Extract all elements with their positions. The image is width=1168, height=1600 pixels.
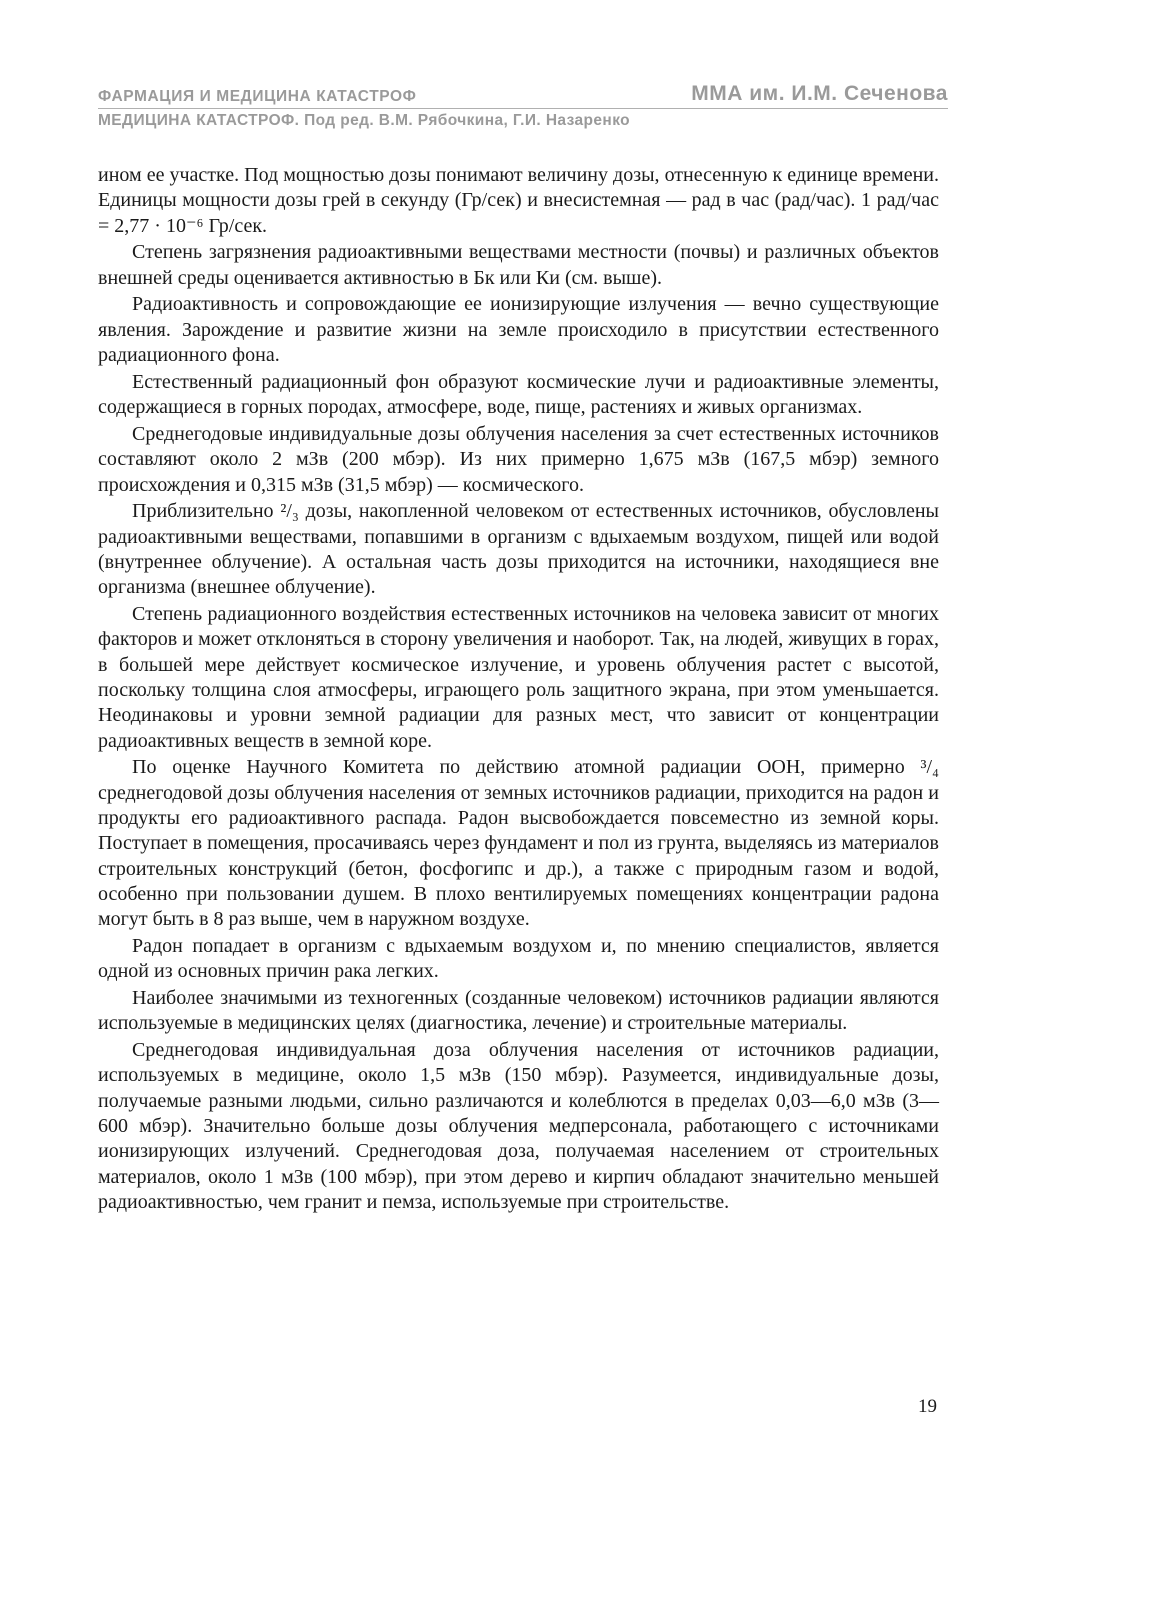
paragraph-10: Наиболее значимыми из техногенных (созданные человеком) источников радиации являются используемые в медицинских целях (диагностика, лечение) и строительные материалы. [98,987,939,1035]
page-number: 19 [918,1396,937,1417]
paragraph-1: ином ее участке. Под мощностью дозы понимают величину дозы, отнесенную к единице времени. Единицы мощности дозы грей в секунду (Гр/сек) и внесистемная — рад в час (рад/час). 1 рад/час = 2,77 · 10⁻⁶ Гр/сек. [98,164,939,237]
paragraph-9: Радон попадает в организм с вдыхаемым воздухом и, по мнению специалистов, является одной из основных причин рака легких. [98,934,939,983]
paragraph-7: Степень радиационного воздействия естественных источников на человека зависит от многих факторов и может отклоняться в сторону увеличения и наоборот. Так, на людей, живущих в горах, в большей мере действует космическое излучение, и уровень облучения растет с высотой, поскольку толщина слоя атмосферы, играющего роль защитного экрана, при этом уменьшается. Неодинаковы и уровни земной радиации для разных мест, что зависит от концентрации радиоактивных веществ в земной коре. [98,603,939,752]
institution-name: ММА им. И.М. Сеченова [691,82,948,105]
paragraph-2: Степень загрязнения радиоактивными веществами местности (почвы) и различных объектов внешней среды оценивается активностью в Бк или Ки (см. выше). [98,241,939,289]
paragraph-3: Радиоактивность и сопровождающие ее ионизирующие излучения — вечно существующие явления. Зарождение и развитие жизни на земле происходило в присутствии естественного радиационного фона. [98,293,939,367]
book-title: МЕДИЦИНА КАТАСТРОФ. Под ред. В.М. Рябочкина, Г.И. Назаренко [98,112,631,129]
paragraph-11: Среднегодовая индивидуальная доза облучения населения от источников радиации, используемых в медицине, около 1,5 мЗв (150 мбэр). Разумеется, индивидуальные дозы, получаемые разными людьми, сильно различаются и колеблются в пределах 0,03—6,0 мЗв (3—600 мбэр). Значительно больше дозы облучения медперсонала, работающего с источниками ионизирующих излучений. Среднегодовая доза, получаемая населением от строительных материалов, около 1 мЗв (100 мбэр), при этом дерево и кирпич обладают значительно меньшей радиоактивностью, чем гранит и пемза, используемые при строительстве. [98,1039,939,1213]
paragraph-4: Естественный радиационный фон образуют космические лучи и радиоактивные элементы, содержащиеся в горных породах, атмосфере, воде, пище, растениях и живых организмах. [98,370,939,419]
header-top-row [98,82,948,109]
paragraph-5: Среднегодовые индивидуальные дозы облучения населения за счет естественных источников составляют около 2 мЗв (200 мбэр). Из них примерно 1,675 мЗв (167,5 мбэр) земного происхождения и 0,315 мЗв (31,5 мбэр) — космического. [98,422,939,496]
paragraph-8: По оценке Научного Комитета по действию атомной радиации ООН, примерно ³/₄ среднегодовой дозы облучения населения от земных источников радиации, приходится на радон и продукты его радиоактивного распада. Радон высвобождается повсеместно из земной коры. Поступает в помещения, просачиваясь через фундамент и пол из грунта, выделяясь из материалов строительных конструкций (бетон, фосфогипс и др.), а также с природным газом и водой, особенно при пользовании душем. В плохо вентилируемых помещениях концентрации радона могут быть в 8 раз выше, чем в наружном воздухе. [98,756,939,931]
paragraph-6: Приблизительно ²/₃ дозы, накопленной человеком от естественных источников, обусловлены радиоактивными веществами, попавшими в организм с вдыхаемым воздухом, пищей или водой (внутреннее облучение). А остальная часть дозы приходится на источники, находящиеся вне организма (внешнее облучение). [98,500,939,599]
page-body [98,163,939,1217]
series-title: ФАРМАЦИЯ И МЕДИЦИНА КАТАСТРОФ [98,88,417,105]
running-header [98,82,948,130]
